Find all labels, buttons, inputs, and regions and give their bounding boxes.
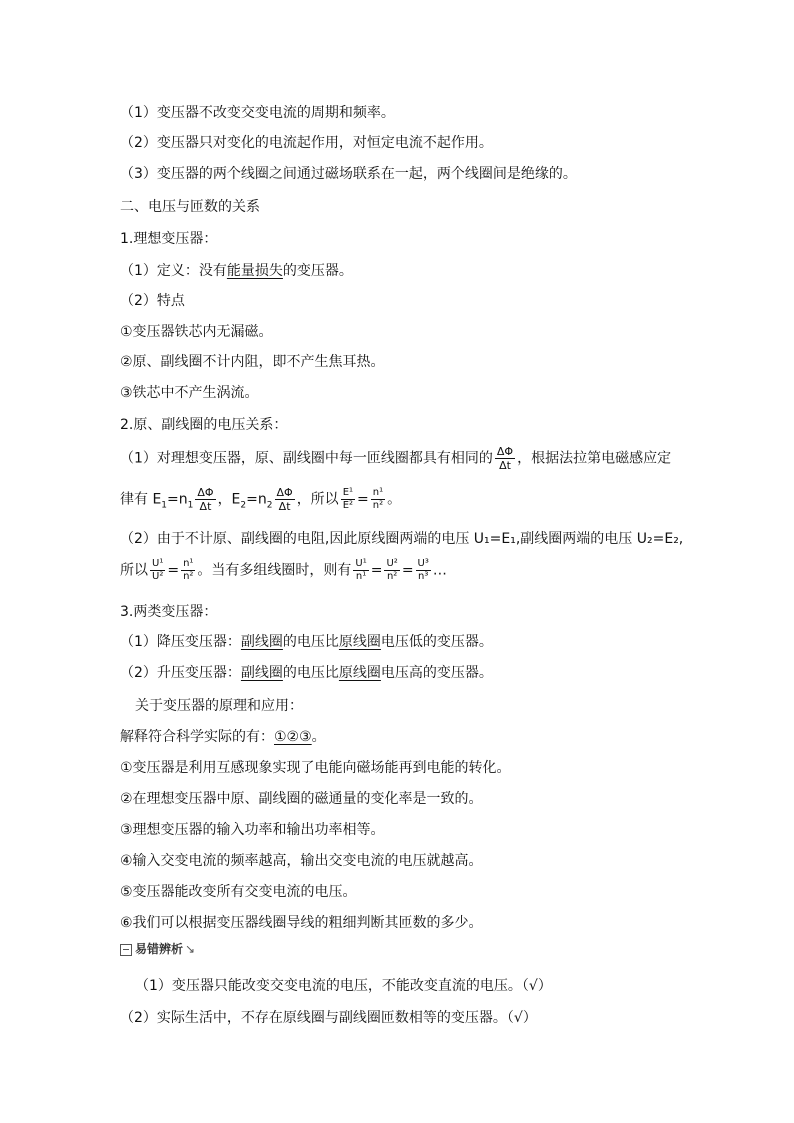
text-span: （1）定义：没有 [120,263,227,279]
text-span: 的电压比 [282,665,339,681]
denominator: n² [183,571,194,582]
fraction [416,558,431,583]
text-line: 1.理想变压器： [120,231,218,247]
formula-line [120,445,671,472]
text-span: 。当有多组线圈时，则有 [197,562,352,579]
text-span: （1）降压变压器： [120,634,241,650]
text-line: 3.两类变压器： [120,604,218,620]
subscript: 2 [240,500,247,511]
denominator: U² [152,571,164,582]
answer-underline: 原线圈 [338,665,381,681]
text-span: ，根据法拉第电磁感应定 [517,450,672,467]
text-line: （2）由于不计原、副线圈的电阻,因此原线圈两端的电压 U₁=E₁,副线圈两端的电压 U₂=E₂, [120,531,684,547]
text-line: 关于变压器的原理和应用： [135,698,303,714]
numerator: n¹ [372,487,384,498]
text-span: 。 [311,729,326,745]
numerator: U¹ [355,558,367,569]
answer-underline: ①②③ [274,729,312,745]
numerator: U¹ [152,558,164,569]
text-line: （2）变压器只对变化的电流起作用，对恒定电流不起作用。 [120,135,493,151]
text-span: =n [246,491,267,508]
text-line: （2）实际生活中，不存在原线圈与副线圈匝数相等的变压器。（√） [120,1010,537,1026]
tag-slash-icon: ↘ [185,942,196,956]
formula-line [120,558,447,583]
answer-underline: 副线圈 [240,665,283,681]
text-line: （1）变压器只能改变交变电流的电压，不能改变直流的电压。（√） [135,978,552,994]
fraction [181,558,195,583]
text-span: … [432,562,447,579]
error-analysis-tag [120,942,195,956]
fraction [353,558,368,583]
text-line: （2）特点 [120,293,185,309]
subscript: 1 [187,500,194,511]
text-span: 解释符合科学实际的有： [120,729,274,745]
fraction [371,487,385,512]
fraction [495,445,515,472]
text-span: 电压高的变压器。 [380,665,493,681]
answer-underline: 原线圈 [338,634,381,650]
text-span: 的变压器。 [282,263,353,279]
fraction [195,486,215,513]
text-span: = [401,562,414,579]
text-span: 的电压比 [282,634,339,650]
text-line: ②原、副线圈不计内阻，即不产生焦耳热。 [120,354,385,370]
denominator: Δt [278,500,291,513]
numerator: U² [386,558,398,569]
text-line: 2.原、副线圈的电压关系： [120,417,288,433]
tag-label: 易错辨析 [135,942,184,956]
text-span: 电压低的变压器。 [380,634,493,650]
text-line: ⑤变压器能改变所有交变电流的电压。 [120,884,357,900]
denominator: Δt [499,459,511,472]
subscript: 1 [161,500,168,511]
text-span: = [357,491,369,508]
text-line [120,664,493,682]
text-line: ④输入交变电流的频率越高，输出交变电流的电压就越高。 [120,853,483,869]
definition-line [120,262,353,280]
section-heading: 二、电压与匝数的关系 [120,199,260,215]
text-span: （1）对理想变压器，原、副线圈中每一匝线圈都具有相同的 [120,450,493,467]
denominator: n² [386,571,398,582]
tag-box-icon [120,944,132,956]
denominator: n¹ [355,571,367,582]
numerator: ΔΦ [496,445,514,458]
denominator: n³ [418,571,429,582]
fraction [275,486,295,513]
text-span: ，所以 [296,491,339,508]
denominator: n² [372,500,384,511]
numerator: U³ [417,558,429,569]
denominator: E² [342,500,354,511]
text-span: 所以 [120,562,148,579]
formula-line [120,486,401,514]
denominator: Δt [199,500,212,513]
text-line: ③铁芯中不产生涡流。 [120,385,259,401]
numerator: ΔΦ [276,486,293,499]
text-line: ③理想变压器的输入功率和输出功率相等。 [120,822,385,838]
text-line: ①变压器是利用互感现象实现了电能向磁场能再到电能的转化。 [120,760,511,776]
numerator: n¹ [183,558,194,569]
answer-underline: 能量损失 [226,263,283,279]
text-line: ②在理想变压器中原、副线圈的磁通量的变化率是一致的。 [120,791,483,807]
fraction [384,558,399,583]
text-span: = [167,562,180,579]
numerator: E¹ [342,487,354,498]
text-line: ①变压器铁芯内无漏磁。 [120,324,273,340]
text-span: 律有 E [120,491,162,508]
fraction [150,558,165,583]
text-span: =n [167,491,188,508]
text-line: （3）变压器的两个线圈之间通过磁场联系在一起，两个线圈间是绝缘的。 [120,166,577,182]
answer-underline: 副线圈 [240,634,283,650]
text-line: （1）变压器不改变交变电流的周期和频率。 [120,105,395,121]
fraction [341,487,355,512]
text-line [120,633,493,651]
text-span: 。 [387,491,402,508]
text-span: ，E [217,491,241,508]
numerator: ΔΦ [197,486,214,499]
text-line [120,728,326,746]
subscript: 2 [266,500,273,511]
text-span: = [370,562,383,579]
text-line: ⑥我们可以根据变压器线圈导线的粗细判断其匝数的多少。 [120,915,483,931]
text-span: （2）升压变压器： [120,665,241,681]
